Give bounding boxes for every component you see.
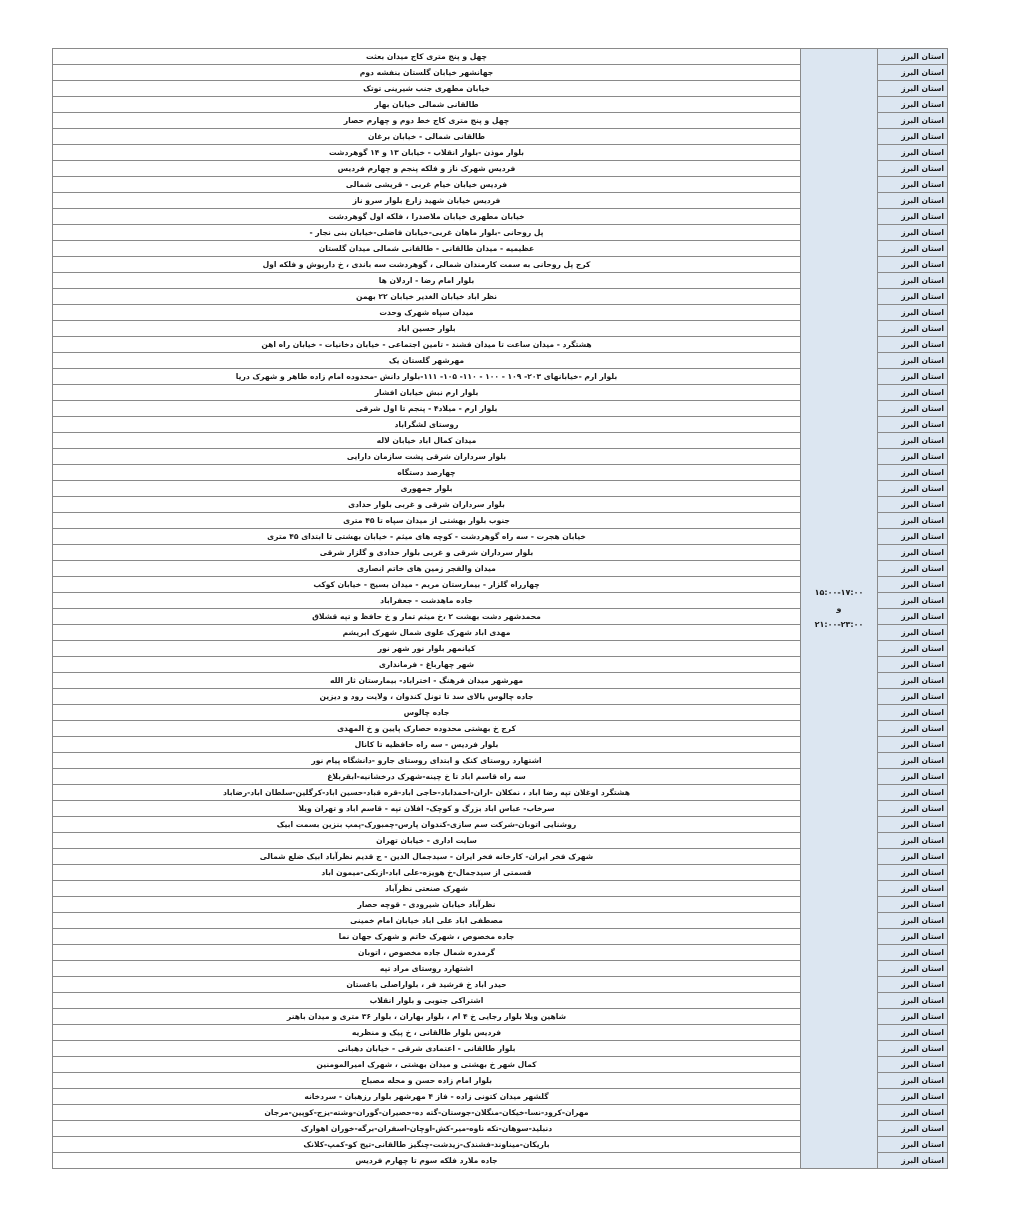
province-cell: استان البرز [878,113,948,129]
area-cell: شاهین ویلا بلوار رجایی خ ۴ ام ، بلوار بهاران ، بلوار ۳۶ متری و میدان باهنر [53,1009,801,1025]
area-cell: چهارصد دستگاه [53,465,801,481]
area-cell: جاده چالوس [53,705,801,721]
area-cell: بلوار فردیس - سه راه حافظیه تا کانال [53,737,801,753]
province-cell: استان البرز [878,817,948,833]
area-cell: شهرک صنعتی نظرآباد [53,881,801,897]
area-cell: اشتهارد روستای مراد تپه [53,961,801,977]
province-cell: استان البرز [878,305,948,321]
area-cell: چهل و پنج متری کاج خط دوم و چهارم حصار [53,113,801,129]
area-cell: خیابان هجرت - سه راه گوهردشت - کوچه های میثم - خیابان بهشتی تا ابتدای ۴۵ متری [53,529,801,545]
province-cell: استان البرز [878,273,948,289]
province-cell: استان البرز [878,1137,948,1153]
area-cell: نظرآباد خیابان شیرودی - قوچه حصار [53,897,801,913]
table-row [53,49,948,65]
province-cell: استان البرز [878,705,948,721]
area-cell: چهل و پنج متری کاج میدان بعثت [53,49,801,65]
area-cell: جاده ملارد فلکه سوم تا چهارم فردیس [53,1153,801,1169]
province-cell: استان البرز [878,929,948,945]
province-cell: استان البرز [878,1121,948,1137]
area-cell: میدان والفجر زمین های خاتم انصاری [53,561,801,577]
area-cell: فردیس بلوار طالقانی ، خ پیک و منظریه [53,1025,801,1041]
area-cell: باریکان-میناوند-فشندک-زیدشت-چنگیز طالقانی-تیج کو-کمپ-کلانک [53,1137,801,1153]
province-cell: استان البرز [878,145,948,161]
area-cell: شهر چهارباغ - فرمانداری [53,657,801,673]
area-cell: مهدی اباد شهرک علوی شمال شهرک ابریشم [53,625,801,641]
province-cell: استان البرز [878,961,948,977]
province-cell: استان البرز [878,449,948,465]
area-cell: گرمدره شمال جاده مخصوص ، اتوبان [53,945,801,961]
province-cell: استان البرز [878,721,948,737]
area-cell: بلوار سرداران شرقی پشت سازمان دارایی [53,449,801,465]
province-cell: استان البرز [878,225,948,241]
province-cell: استان البرز [878,1025,948,1041]
area-cell: جنوب بلوار بهشتی از میدان سپاه تا ۴۵ متری [53,513,801,529]
province-cell: استان البرز [878,881,948,897]
area-cell: روشنایی اتوبان-شرکت سم سازی-کندوان پارس-چمبورک-پمپ بنزین بسمت ابیک [53,817,801,833]
province-cell: استان البرز [878,321,948,337]
area-cell: قسمتی از سیدجمال-خ هویزه-علی اباد-ازبکی-میمون اباد [53,865,801,881]
area-cell: طالقانی شمالی - خیابان برغان [53,129,801,145]
province-cell: استان البرز [878,641,948,657]
province-cell: استان البرز [878,337,948,353]
province-cell: استان البرز [878,209,948,225]
area-cell: گلشهر میدان کتونی زاده - فاز ۴ مهرشهر بلوار رزهبان - سردخانه [53,1089,801,1105]
province-cell: استان البرز [878,241,948,257]
area-cell: خیابان مطهری خیابان ملاصدرا ، فلکه اول گوهردشت [53,209,801,225]
province-cell: استان البرز [878,433,948,449]
province-cell: استان البرز [878,289,948,305]
area-cell: پل روحانی -بلوار ماهان غربی-خیابان فاضلی-خیابان بنی نجار - [53,225,801,241]
province-cell: استان البرز [878,801,948,817]
province-cell: استان البرز [878,369,948,385]
area-cell: اشتراکی جنوبی و بلوار انقلاب [53,993,801,1009]
province-cell: استان البرز [878,609,948,625]
area-cell: کیانمهر بلوار نور شهر نور [53,641,801,657]
province-cell: استان البرز [878,161,948,177]
area-cell: بلوار موذن -بلوار انقلاب - خیابان ۱۳ و ۱۴ گوهردشت [53,145,801,161]
time-slot-line2: و [836,603,842,613]
area-cell: میدان کمال اباد خیابان لاله [53,433,801,449]
province-cell: استان البرز [878,417,948,433]
province-cell: استان البرز [878,193,948,209]
area-cell: بلوار امام زاده حسن و محله مصباح [53,1073,801,1089]
area-cell: هشتگرد اوغلان تپه رضا اباد ، نمکلان -اران-احمداباد-حاجی اباد-قره قباد-حسین اباد-کرگلین-سلطان اباد-رضاباد [53,785,801,801]
area-cell: فردیس شهرک ناز و فلکه پنجم و چهارم فردیس [53,161,801,177]
area-cell: سه راه قاسم اباد تا خ چینه-شهرک درخشانیه-ابقربلاغ [53,769,801,785]
area-cell: چهارراه گلزار - بیمارستان مریم - میدان بسیج - خیابان کوکب [53,577,801,593]
area-cell: بلوار ارم -خیابانهای ۲۰۳- ۱۰۹ - ۱۰۰ - ۱۱۰- ۱۰۵- ۱۱۱-بلوار دانش -محدوده امام زاده طاهر و شهرک دریا [53,369,801,385]
area-cell: بلوار حسین اباد [53,321,801,337]
province-cell: استان البرز [878,769,948,785]
area-cell: مهرشهر گلستان یک [53,353,801,369]
province-cell: استان البرز [878,353,948,369]
time-slot-cell [801,49,878,1169]
province-cell: استان البرز [878,49,948,65]
area-cell: فردیس خیابان شهید زارع بلوار سرو ناز [53,193,801,209]
area-cell: سایت اداری - خیابان تهران [53,833,801,849]
time-slot-line3: ۲۱:۰۰-۲۳:۰۰ [814,619,864,629]
area-cell: محمدشهر دشت بهشت ۲ ،خ میثم تمار و خ حافظ و تپه قشلاق [53,609,801,625]
area-cell: فردیس خیابان خیام غربی - قریشی شمالی [53,177,801,193]
province-cell: استان البرز [878,1089,948,1105]
province-cell: استان البرز [878,577,948,593]
area-cell: اشتهارد روستای کنک و ابتدای روستای جارو -دانشگاه پیام نور [53,753,801,769]
province-cell: استان البرز [878,737,948,753]
area-cell: حیدر اباد خ فرشید فر ، بلواراصلی باغستان [53,977,801,993]
outage-schedule-table [52,48,948,1169]
area-cell: مصطفی اباد علی اباد خیابان امام خمینی [53,913,801,929]
province-cell: استان البرز [878,977,948,993]
province-cell: استان البرز [878,625,948,641]
province-cell: استان البرز [878,513,948,529]
area-cell: بلوار طالقانی - اعتمادی شرقی - خیابان دهبانی [53,1041,801,1057]
province-cell: استان البرز [878,529,948,545]
area-cell: کرج پل روحانی به سمت کارمندان شمالی ، گوهردشت سه باندی ، خ داریوش و فلکه اول [53,257,801,273]
province-cell: استان البرز [878,257,948,273]
province-cell: استان البرز [878,497,948,513]
province-cell: استان البرز [878,465,948,481]
province-cell: استان البرز [878,1073,948,1089]
time-slot-line1: ۱۵:۰۰-۱۷:۰۰ [814,587,864,597]
table-body [53,49,948,1169]
area-cell: بلوار سرداران شرقی و غربی بلوار حدادی و گلزار شرقی [53,545,801,561]
area-cell: دنبلید-سوهان-تکه ناوه-میر-کش-اوچان-اسفران-برگه-خوران اهوارک [53,1121,801,1137]
province-cell: استان البرز [878,673,948,689]
province-cell: استان البرز [878,1105,948,1121]
area-cell: جاده ماهدشت - جعفراباد [53,593,801,609]
province-cell: استان البرز [878,561,948,577]
area-cell: بلوار ارم - میلاد۴ - پنجم تا اول شرقی [53,401,801,417]
area-cell: جاده مخصوص ، شهرک خاتم و شهرک جهان نما [53,929,801,945]
area-cell: بلوار جمهوری [53,481,801,497]
province-cell: استان البرز [878,993,948,1009]
area-cell: سرخاب- عباس اباد بزرگ و کوچک- افلان تپه - قاسم اباد و تهران ویلا [53,801,801,817]
area-cell: خیابان مطهری جنب شیرینی توتک [53,81,801,97]
area-cell: بلوار ارم نبش خیابان افشار [53,385,801,401]
area-cell: کمال شهر خ بهشتی و میدان بهشتی ، شهرک امیرالمومنین [53,1057,801,1073]
area-cell: نظر اباد خیابان الغدیر خیابان ۲۲ بهمن [53,289,801,305]
province-cell: استان البرز [878,1009,948,1025]
province-cell: استان البرز [878,545,948,561]
area-cell: بلوار امام رضا - اردلان ها [53,273,801,289]
province-cell: استان البرز [878,1153,948,1169]
area-cell: روستای لشگراباد [53,417,801,433]
province-cell: استان البرز [878,865,948,881]
province-cell: استان البرز [878,177,948,193]
province-cell: استان البرز [878,129,948,145]
province-cell: استان البرز [878,897,948,913]
province-cell: استان البرز [878,97,948,113]
province-cell: استان البرز [878,385,948,401]
province-cell: استان البرز [878,593,948,609]
area-cell: بلوار سرداران شرقی و غربی بلوار حدادی [53,497,801,513]
area-cell: مهران-کرود-نسا-خیکان-منگلان-جوستان-گته ده-حصیران-گوران-وشته-یزج-کوپین-مرجان [53,1105,801,1121]
area-cell: جاده چالوس بالای سد تا تونل کندوان ، ولایت رود و دیزین [53,689,801,705]
province-cell: استان البرز [878,481,948,497]
province-cell: استان البرز [878,1057,948,1073]
area-cell: شهرک فخر ایران- کارخانه فخر ایران - سیدجمال الدین - ج قدیم نظرآباد ابیک ضلع شمالی [53,849,801,865]
area-cell: کرج خ بهشتی محدوده حصارک پایین و خ المهدی [53,721,801,737]
province-cell: استان البرز [878,689,948,705]
province-cell: استان البرز [878,1041,948,1057]
area-cell: هشتگرد - میدان ساعت تا میدان فشند - تامین اجتماعی - خیابان دخانیات - خیابان راه اهن [53,337,801,353]
province-cell: استان البرز [878,65,948,81]
area-cell: میدان سپاه شهرک وحدت [53,305,801,321]
province-cell: استان البرز [878,913,948,929]
province-cell: استان البرز [878,833,948,849]
province-cell: استان البرز [878,401,948,417]
province-cell: استان البرز [878,849,948,865]
province-cell: استان البرز [878,753,948,769]
province-cell: استان البرز [878,945,948,961]
province-cell: استان البرز [878,785,948,801]
province-cell: استان البرز [878,81,948,97]
province-cell: استان البرز [878,657,948,673]
area-cell: مهرشهر میدان فرهنگ - اختراباد- بیمارستان ثار الله [53,673,801,689]
area-cell: طالقانی شمالی خیابان بهار [53,97,801,113]
area-cell: عظیمیه - میدان طالقانی - طالقانی شمالی میدان گلستان [53,241,801,257]
area-cell: جهانشهر خیابان گلستان بنفشه دوم [53,65,801,81]
